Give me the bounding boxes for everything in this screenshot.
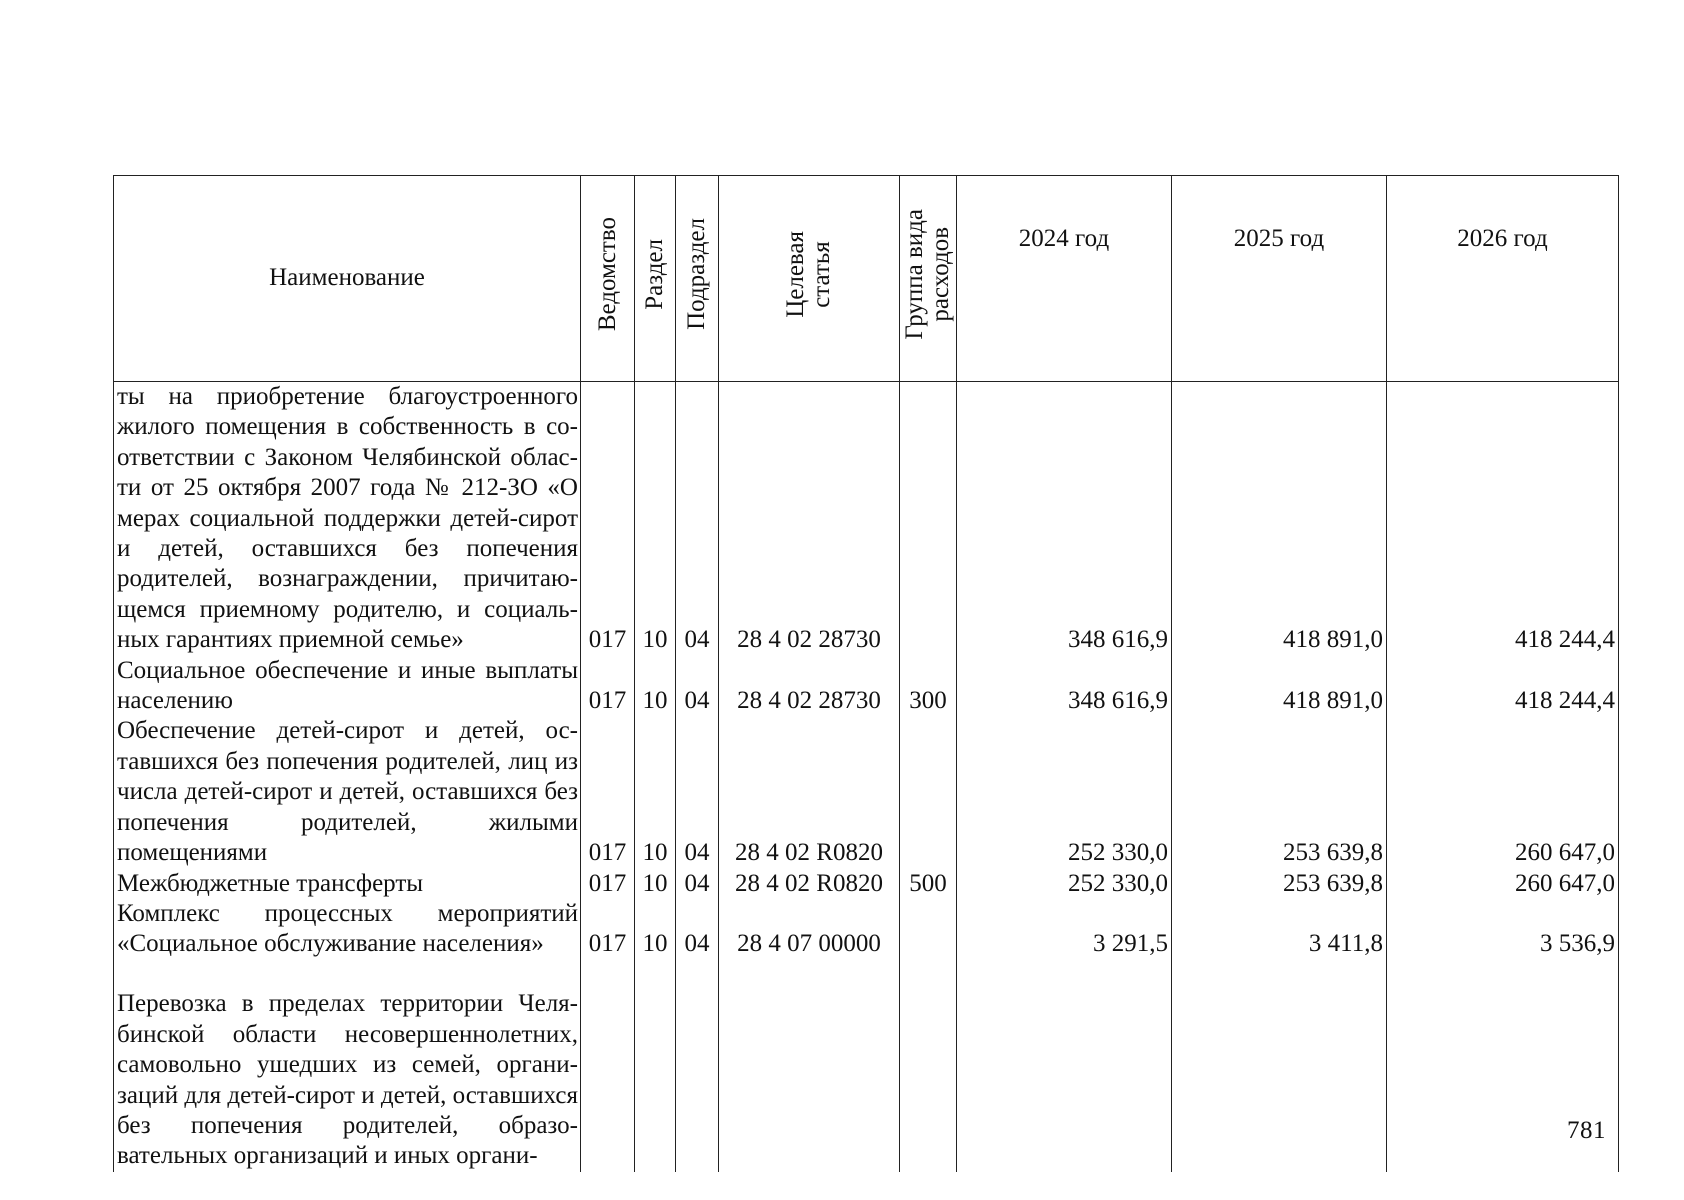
budget-table: [113, 175, 1619, 1172]
header-2026: 2026 год: [1387, 176, 1619, 382]
table-row: [114, 716, 1619, 868]
row-subsection: 04: [676, 899, 719, 960]
row-2026: 418 244,4: [1387, 656, 1619, 717]
row-2025: [1172, 960, 1387, 1172]
row-name: Обеспечение детей-сирот и детей, оставшихся без попечения родителей, лиц из числа детей-сирот и детей, оставшихся без попечения родителей, жилыми помещениями: [114, 716, 581, 868]
row-2026: 3 536,9: [1387, 899, 1619, 960]
row-target: 28 4 07 00000: [719, 899, 900, 960]
table-row: [114, 656, 1619, 717]
row-group: [900, 899, 957, 960]
row-section: 10: [635, 899, 676, 960]
row-group: 300: [900, 656, 957, 717]
row-target: 28 4 02 28730: [719, 656, 900, 717]
row-2024: 348 616,9: [957, 382, 1172, 656]
row-section: 10: [635, 869, 676, 899]
header-target-article: Целевая статья: [719, 176, 900, 382]
row-department: [581, 960, 635, 1172]
header-expense-group: Группа вида расходов: [900, 176, 957, 382]
header-department: Ведомство: [581, 176, 635, 382]
row-target: 28 4 02 R0820: [719, 716, 900, 868]
table-row: [114, 899, 1619, 960]
row-2024: 252 330,0: [957, 716, 1172, 868]
row-group: [900, 960, 957, 1172]
row-department: 017: [581, 382, 635, 656]
row-subsection: 04: [676, 656, 719, 717]
row-2024: 3 291,5: [957, 899, 1172, 960]
row-department: 017: [581, 899, 635, 960]
row-group: [900, 382, 957, 656]
row-name: Межбюджетные трансферты: [114, 869, 581, 899]
row-section: 10: [635, 382, 676, 656]
row-group: [900, 716, 957, 868]
row-2024: 252 330,0: [957, 869, 1172, 899]
page-number: 781: [1567, 1117, 1606, 1144]
row-group: 500: [900, 869, 957, 899]
row-2024: 348 616,9: [957, 656, 1172, 717]
row-2025: 418 891,0: [1172, 656, 1387, 717]
row-department: 017: [581, 656, 635, 717]
row-section: 10: [635, 716, 676, 868]
row-subsection: 04: [676, 716, 719, 868]
header-2025: 2025 год: [1172, 176, 1387, 382]
header-section: Раздел: [635, 176, 676, 382]
row-2026: 260 647,0: [1387, 869, 1619, 899]
row-2024: [957, 960, 1172, 1172]
table-row: [114, 382, 1619, 656]
row-target: [719, 960, 900, 1172]
row-department: 017: [581, 869, 635, 899]
row-2026: 418 244,4: [1387, 382, 1619, 656]
row-name: Перевозка в пределах территории Челябинской области несовершеннолетних, самовольно ушедших из семей, организаций для детей-сирот и детей, оставшихся без попечения родителей, образовательных организаций и иных органи-: [114, 960, 581, 1172]
row-section: 10: [635, 656, 676, 717]
table-header-row: [114, 176, 1619, 382]
row-subsection: [676, 960, 719, 1172]
row-2025: 253 639,8: [1172, 869, 1387, 899]
row-section: [635, 960, 676, 1172]
row-name: Комплекс процессных мероприятий «Социальное обслуживание населения»: [114, 899, 581, 960]
row-2025: 3 411,8: [1172, 899, 1387, 960]
row-subsection: 04: [676, 382, 719, 656]
row-2025: 418 891,0: [1172, 382, 1387, 656]
row-target: 28 4 02 28730: [719, 382, 900, 656]
row-name: Социальное обеспечение и иные выплаты населению: [114, 656, 581, 717]
row-2026: 260 647,0: [1387, 716, 1619, 868]
table-row: [114, 960, 1619, 1172]
row-2025: 253 639,8: [1172, 716, 1387, 868]
row-name: ты на приобретение благоустроенного жилого помещения в собственность в соответствии с Законом Челябинской области от 25 октября 2007 года № 212-ЗО «О мерах социальной поддержки детей-сирот и детей, оставшихся без попечения родителей, вознаграждении, причитающемся приемному родителю, и социальных гарантиях приемной семье»: [114, 382, 581, 656]
header-name: Наименование: [114, 176, 581, 382]
table-row: [114, 869, 1619, 899]
row-subsection: 04: [676, 869, 719, 899]
row-target: 28 4 02 R0820: [719, 869, 900, 899]
row-department: 017: [581, 716, 635, 868]
header-subsection: Подраздел: [676, 176, 719, 382]
header-2024: 2024 год: [957, 176, 1172, 382]
